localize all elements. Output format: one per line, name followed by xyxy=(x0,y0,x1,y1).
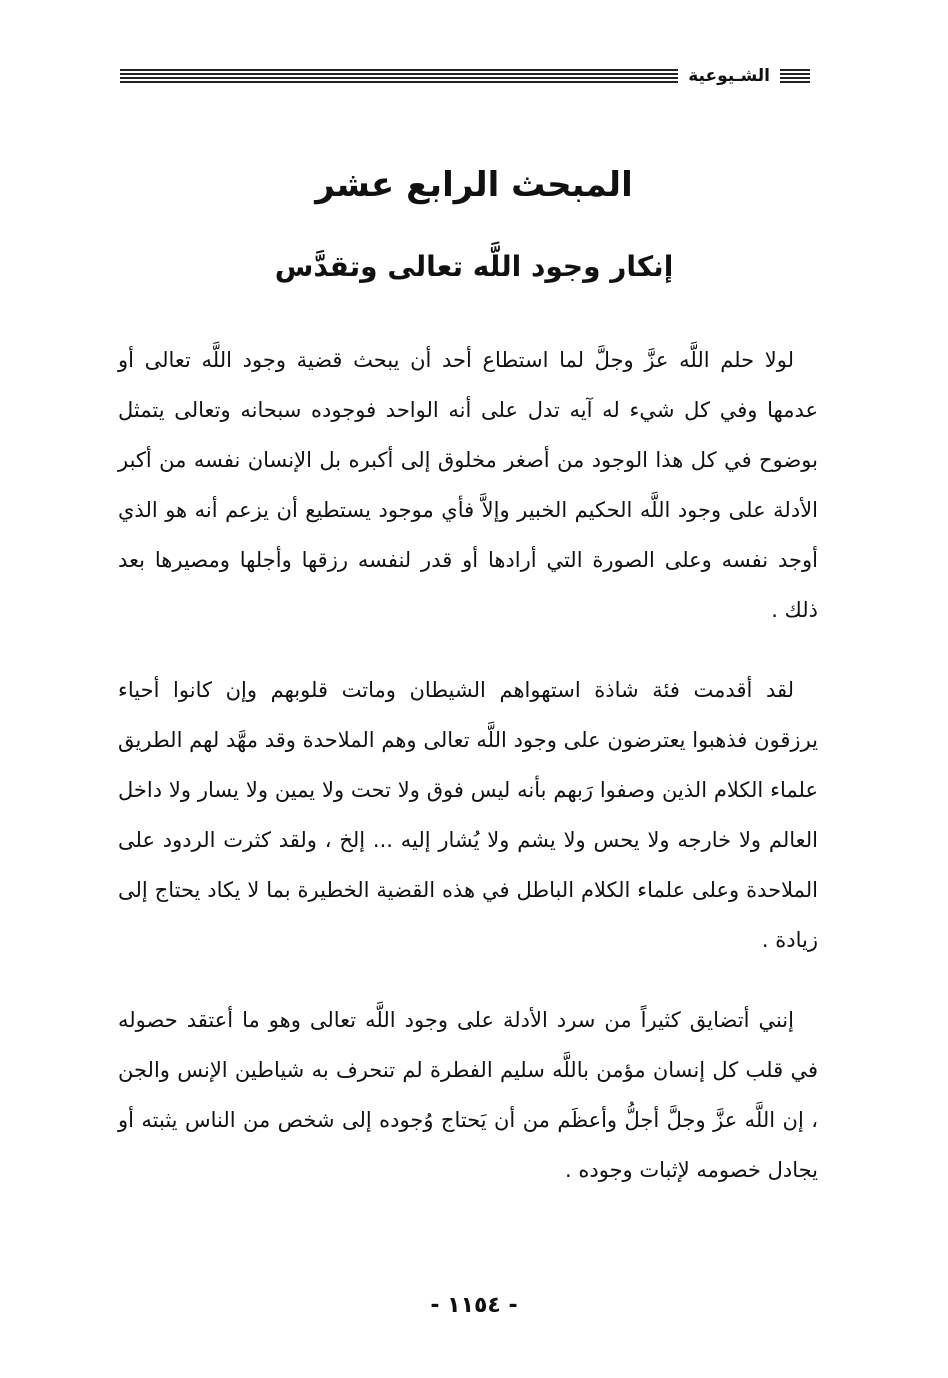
body-text xyxy=(118,335,818,1225)
paragraph-3: إنني أتضايق كثيراً من سرد الأدلة على وجود اللَّه تعالى وهو ما أعتقد حصوله في قلب كل إنسان مؤمن باللَّه سليم الفطرة لم تنحرف به شياطين الإنس والجن ، إن اللَّه عزَّ وجلَّ أجلُّ وأعظَم من أن يَحتاج وُجوده إلى شخص من الناس يثبته أو يجادل خصومه لإثبات وجوده . xyxy=(118,1008,818,1182)
header-rule-short xyxy=(780,69,810,83)
chapter-title: المبحث الرابع عشر xyxy=(315,165,633,205)
running-title: الشـيوعية xyxy=(688,66,770,86)
running-header xyxy=(120,58,810,94)
header-rule-long xyxy=(120,69,678,83)
chapter-subtitle: إنكار وجود اللَّه تعالى وتقدَّس xyxy=(274,250,674,283)
paragraph-2: لقد أقدمت فئة شاذة استهواهم الشيطان وماتت قلوبهم وإن كانوا أحياء يرزقون فذهبوا يعترضون على وجود اللَّه تعالى وهم الملاحدة وقد مهَّد لهم الطريق علماء الكلام الذين وصفوا رَبهم بأنه ليس فوق ولا تحت ولا يمين ولا يسار ولا داخل العالم ولا خارجه ولا يحس ولا يشم ولا يُشار إليه ... إلخ ، ولقد كثرت الردود على الملاحدة وعلى علماء الكلام الباطل في هذه القضية الخطيرة بما لا يكاد يحتاج إلى زيادة . xyxy=(118,678,818,952)
page-number: - ١١٥٤ - xyxy=(430,1293,518,1318)
paragraph-1: لولا حلم اللَّه عزَّ وجلَّ لما استطاع أحد أن يبحث قضية وجود اللَّه تعالى أو عدمها وفي كل شيء له آيه تدل على أنه الواحد فوجوده سبحانه وتعالى يتمثل بوضوح في كل هذا الوجود من أصغر مخلوق إلى أكبره بل الإنسان نفسه من أكبر الأدلة على وجود اللَّه الحكيم الخبير وإلاَّ فأي موجود يستطيع أن يزعم أنه هو الذي أوجد نفسه وعلى الصورة التي أرادها أو قدر لنفسه رزقها وأجلها ومصيرها بعد ذلك . xyxy=(118,348,818,622)
